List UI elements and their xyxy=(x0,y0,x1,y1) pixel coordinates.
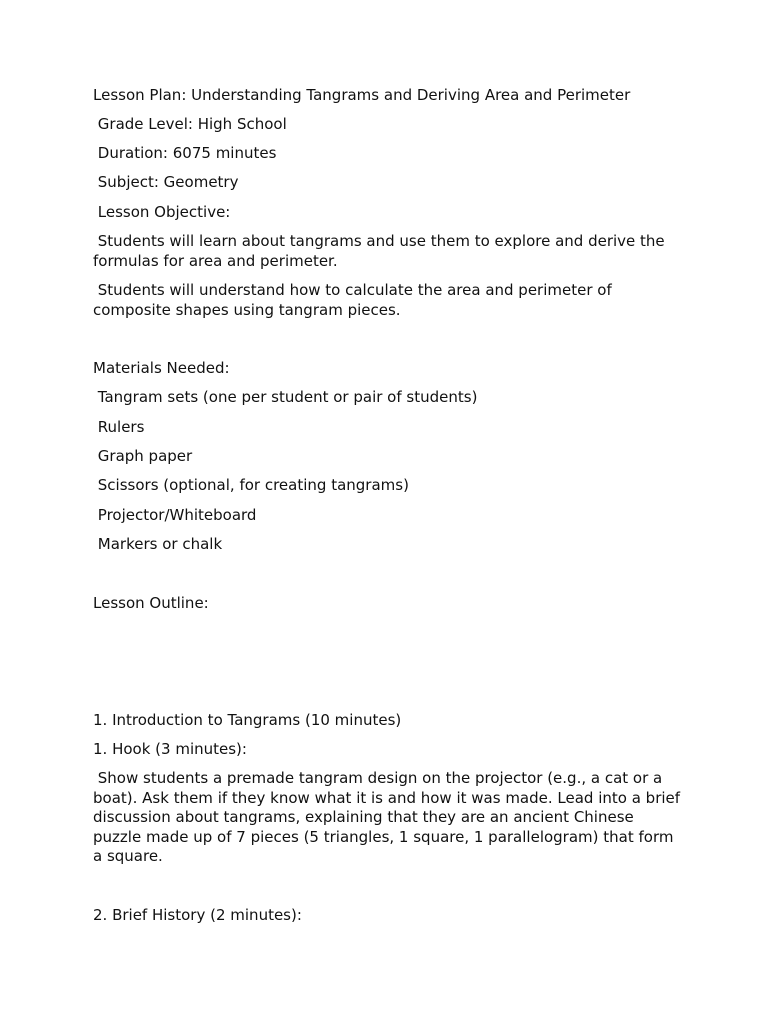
subject: Subject: Geometry xyxy=(93,173,239,191)
history-heading: 2. Brief History (2 minutes): xyxy=(93,906,302,924)
duration: Duration: 6075 minutes xyxy=(93,144,277,162)
objective-item: Students will understand how to calculate the area and perimeter of composite shapes using tangram pieces. xyxy=(93,281,617,319)
materials-heading: Materials Needed: xyxy=(93,359,230,377)
objective-heading: Lesson Objective: xyxy=(93,203,231,221)
material-item: Graph paper xyxy=(93,447,193,465)
objective-item: Students will learn about tangrams and use them to explore and derive the formulas for area and perimeter. xyxy=(93,232,670,270)
grade-level: Grade Level: High School xyxy=(93,115,287,133)
material-item: Tangram sets (one per student or pair of students) xyxy=(93,388,478,406)
hook-paragraph: Show students a premade tangram design on the projector (e.g., a cat or a boat). Ask them if they know what it is and how it was made. Lead into a brief discussion about tangrams, explaining that they are an ancient Chinese puzzle made up of 7 pieces (5 triangles, 1 square, 1 parallelogram) that form a square. xyxy=(93,769,685,865)
outline-heading: Lesson Outline: xyxy=(93,594,209,612)
material-item: Markers or chalk xyxy=(93,535,223,553)
material-item: Scissors (optional, for creating tangrams) xyxy=(93,476,409,494)
material-item: Rulers xyxy=(93,418,145,436)
material-item: Projector/Whiteboard xyxy=(93,506,257,524)
hook-heading: 1. Hook (3 minutes): xyxy=(93,740,247,758)
section-heading: 1. Introduction to Tangrams (10 minutes) xyxy=(93,711,402,729)
lesson-title: Lesson Plan: Understanding Tangrams and Deriving Area and Perimeter xyxy=(93,86,631,104)
